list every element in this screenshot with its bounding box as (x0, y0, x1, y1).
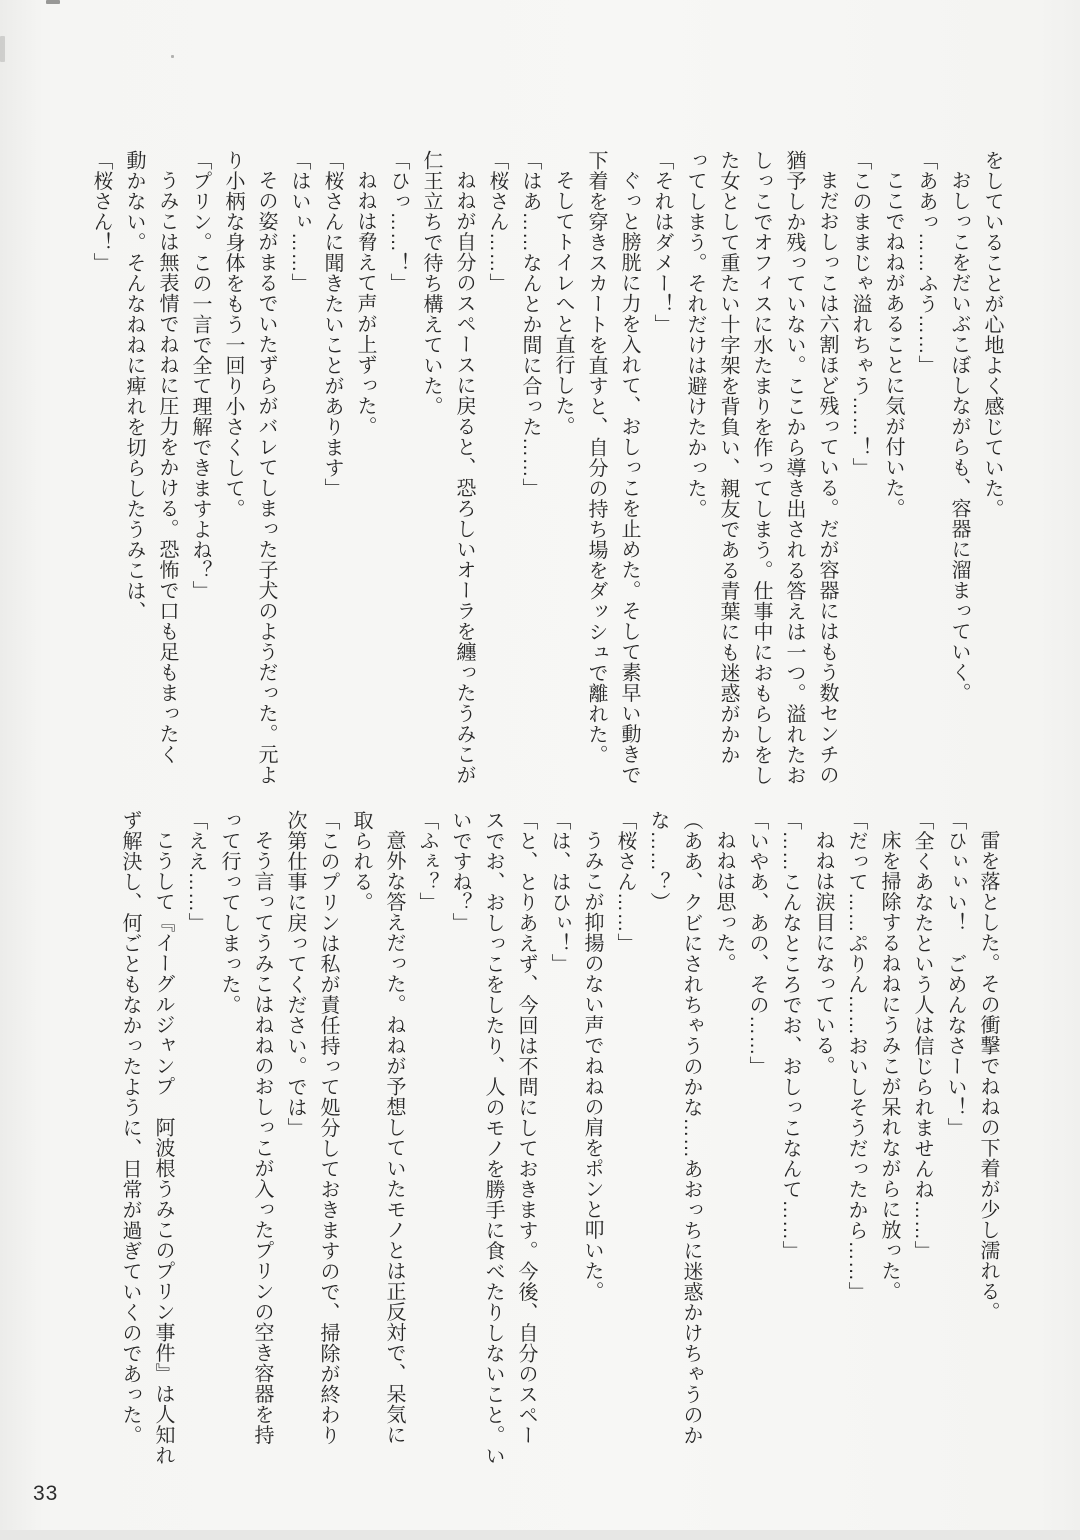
text-line: 「桜さん……」 (614, 810, 636, 954)
text-line: そう言ってうみこはねねのおしっこが入ったプリンの空き容器を持 (251, 830, 273, 1445)
text-line: そしてトイレへと直行した。 (552, 170, 574, 437)
text-line: うみこは無表情でねねに圧力をかける。恐怖で口も足もまったく (156, 170, 178, 765)
text-line: ねねは涙目になっている。 (812, 830, 834, 1076)
text-line: 「ふぇ？」 (416, 810, 438, 913)
text-line: ず解決し、何ごともなかったように、日常が過ぎていくのであった。 (119, 810, 141, 1446)
text-line: 「だって……ぷりん……おいしそうだったから……」 (845, 810, 867, 1302)
text-line: 「それはダメー！」 (651, 150, 673, 335)
text-line: いですね？」 (449, 810, 471, 933)
text-line: 「ええ……」 (185, 810, 207, 933)
page-number: 33 (33, 1482, 59, 1505)
text-line: うみこが抑揚のない声でねねの肩をポンと叩いた。 (581, 830, 603, 1302)
text-line: 「桜さん……」 (486, 150, 508, 294)
text-line: って行ってしまった。 (218, 810, 240, 1015)
text-line: 「ひっ……！」 (387, 150, 409, 294)
text-line: 取られる。 (350, 810, 372, 913)
text-line: 「プリン。この一言で全て理解できますよね？」 (189, 150, 211, 601)
text-line: り小柄な身体をもう一回り小さくして。 (222, 150, 244, 519)
text-line: 床を掃除するねねにうみこが呆れながらに放った。 (878, 830, 900, 1302)
text-line: 「桜さん！」 (90, 150, 112, 273)
text-line: た女として重たい十字架を背負い、親友である青葉にも迷惑がかか (717, 150, 739, 765)
text-line: 「いやあ、あの、その……」 (746, 810, 768, 1077)
text-line: な……？） (647, 810, 669, 913)
print-speck (46, 0, 60, 4)
text-line: 雷を落とした。その衝撃でねねの下着が少し濡れる。 (977, 830, 999, 1322)
text-line: 「ひぃぃい！ ごめんなさーい！」 (944, 810, 966, 1138)
text-line: 仁王立ちで待ち構えていた。 (420, 150, 442, 417)
text-line: ぐっと膀胱に力を入れて、おしっこを止めた。そして素早い動きで (618, 170, 640, 785)
text-line: （ああ、クビにされちゃうのかな……あおっちに迷惑かけちゃうのか (680, 810, 702, 1446)
text-line: 動かない。そんなねねに痺れを切らしたうみこは、 (123, 150, 145, 622)
text-line: 「このプリンは私が責任持って処分しておきますので、掃除が終わり (317, 810, 339, 1446)
text-line: 次第仕事に戻ってください。では」 (284, 810, 306, 1138)
vertical-text-block-bottom (113, 810, 1004, 1470)
text-line: 「ああっ……ふう……」 (915, 150, 937, 376)
vertical-text-block-top (84, 150, 1008, 805)
text-line: ねねが自分のスペースに戻ると、恐ろしいオーラを纏ったうみこが (453, 170, 475, 785)
text-line: しっこでオフィスに水たまりを作ってしまう。仕事中におもらしをし (750, 150, 772, 786)
text-line: 「全くあなたという人は信じられませんね……」 (911, 810, 933, 1261)
text-line: おしっこをだいぶこぼしながらも、容器に溜まっていく。 (948, 170, 970, 703)
text-line: 「と、とりあえず、今回は不問にしておきます。今後、自分のスペー (515, 810, 537, 1446)
print-speck (171, 55, 174, 58)
text-line: 猶予しか残っていない。ここから導き出される答えは一つ。溢れたお (783, 150, 805, 786)
text-line: ねねは思った。 (713, 830, 735, 974)
text-line: 「……こんなところでお、おしっこなんて……」 (779, 810, 801, 1261)
text-line: ここでねねがあることに気が付いた。 (882, 170, 904, 519)
text-line: スでお、おしっこをしたり、人のモノを勝手に食べたりしないこと。い (482, 810, 504, 1466)
text-line: 下着を穿きスカートを直すと、自分の持ち場をダッシュで離れた。 (585, 150, 607, 765)
text-line: 「はいぃ……」 (288, 150, 310, 294)
text-line: ってしまう。それだけは避けたかった。 (684, 150, 706, 519)
text-line: 「は、はひぃ！」 (548, 810, 570, 974)
text-line: 「桜さんに聞きたいことがあります」 (321, 150, 343, 499)
text-line: 「はあ……なんとか間に合った……」 (519, 150, 541, 499)
text-line: その姿がまるでいたずらがバレてしまった子犬のようだった。元よ (255, 170, 277, 785)
text-line: 意外な答えだった。ねねが予想していたモノとは正反対で、呆気に (383, 830, 405, 1445)
print-speck (0, 36, 5, 62)
text-line: 「このままじゃ溢れちゃう……！」 (849, 150, 871, 478)
text-line: こうして『イーグルジャンプ 阿波根うみこのプリン事件』は人知れ (152, 830, 174, 1466)
text-line: ねねは脅えて声が上ずった。 (354, 170, 376, 437)
text-line: まだおしっこは六割ほど残っている。だが容器にはもう数センチの (816, 170, 838, 785)
text-line: をしていることが心地よく感じていた。 (981, 150, 1003, 519)
